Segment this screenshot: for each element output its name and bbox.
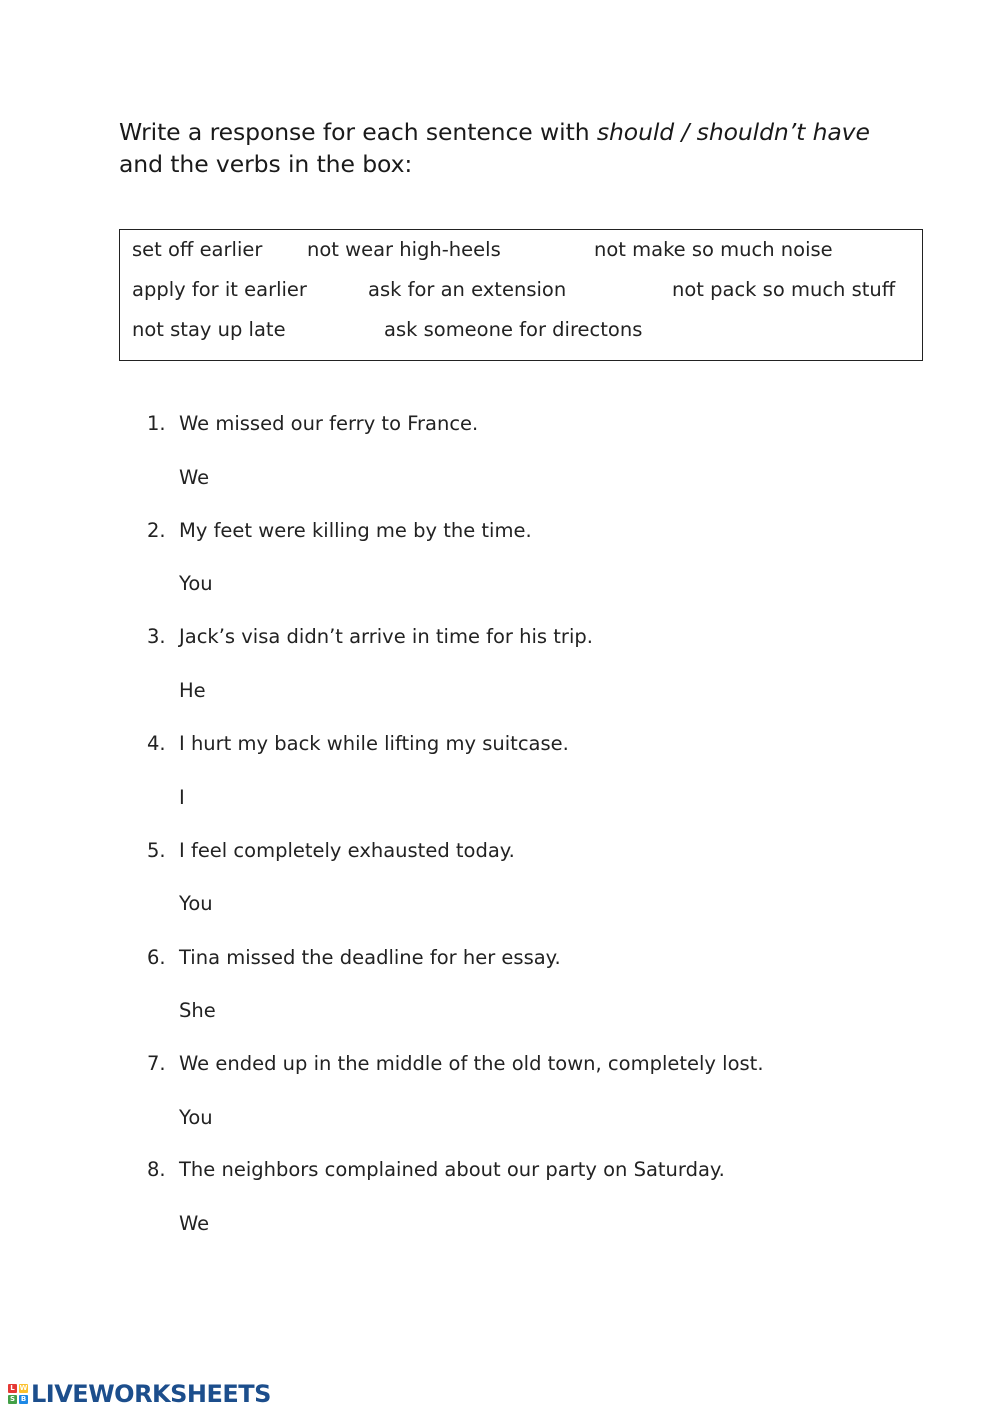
word-box-phrase: ask someone for directons xyxy=(384,318,643,341)
instructions-emphasis: should / shouldn’t have xyxy=(596,118,870,146)
exercise-number: 5. xyxy=(147,839,166,862)
logo-tile: B xyxy=(20,1395,27,1403)
exercise-sentence: We missed our ferry to France. xyxy=(179,412,479,435)
exercise-number: 8. xyxy=(147,1158,166,1181)
logo-mark-icon xyxy=(8,1384,28,1404)
exercise-number: 4. xyxy=(147,732,166,755)
logo-tile: W xyxy=(19,1384,28,1392)
word-box-phrase: not wear high-heels xyxy=(307,238,501,261)
logo-tile: S xyxy=(9,1395,16,1403)
exercise-number: 7. xyxy=(147,1052,166,1075)
logo-text: LIVEWORKSHEETS xyxy=(31,1380,271,1408)
answer-field[interactable]: I xyxy=(179,786,185,809)
exercise-item xyxy=(147,946,561,970)
liveworksheets-logo xyxy=(8,1378,271,1410)
instructions-line-1 xyxy=(119,116,899,148)
answer-field[interactable]: You xyxy=(179,1106,213,1129)
exercise-sentence: We ended up in the middle of the old town, completely lost. xyxy=(179,1052,764,1075)
exercise-sentence: I feel completely exhausted today. xyxy=(179,839,515,862)
answer-field[interactable]: She xyxy=(179,999,216,1022)
answer-field[interactable]: He xyxy=(179,679,206,702)
exercise-item xyxy=(147,732,569,756)
exercise-sentence: My feet were killing me by the time. xyxy=(179,519,532,542)
exercise-item xyxy=(147,519,532,543)
exercise-number: 6. xyxy=(147,946,166,969)
word-box xyxy=(119,229,923,361)
word-box-phrase: not stay up late xyxy=(132,318,286,341)
exercise-sentence: Tina missed the deadline for her essay. xyxy=(179,946,561,969)
instructions-text: Write a response for each sentence with xyxy=(119,118,597,146)
word-box-phrase: not pack so much stuff xyxy=(672,278,896,301)
exercise-sentence: The neighbors complained about our party on Saturday. xyxy=(179,1158,725,1181)
word-box-phrase: set off earlier xyxy=(132,238,263,261)
exercise-number: 1. xyxy=(147,412,166,435)
exercise-item xyxy=(147,839,515,863)
word-box-phrase: apply for it earlier xyxy=(132,278,307,301)
exercise-item xyxy=(147,625,593,649)
word-box-phrase: ask for an extension xyxy=(368,278,567,301)
answer-field[interactable]: We xyxy=(179,1212,210,1235)
exercise-item xyxy=(147,1052,764,1076)
instructions-line-2: and the verbs in the box: xyxy=(119,150,413,178)
answer-field[interactable]: You xyxy=(179,892,213,915)
answer-field[interactable]: You xyxy=(179,572,213,595)
exercise-sentence: Jack’s visa didn’t arrive in time for his trip. xyxy=(179,625,593,648)
exercise-sentence: I hurt my back while lifting my suitcase. xyxy=(179,732,569,755)
word-box-phrase: not make so much noise xyxy=(594,238,833,261)
exercise-item xyxy=(147,1158,725,1182)
answer-field[interactable]: We xyxy=(179,466,210,489)
exercise-number: 2. xyxy=(147,519,166,542)
instructions xyxy=(119,116,899,180)
exercise-item xyxy=(147,412,478,436)
exercise-number: 3. xyxy=(147,625,166,648)
logo-tile: L xyxy=(8,1384,17,1393)
